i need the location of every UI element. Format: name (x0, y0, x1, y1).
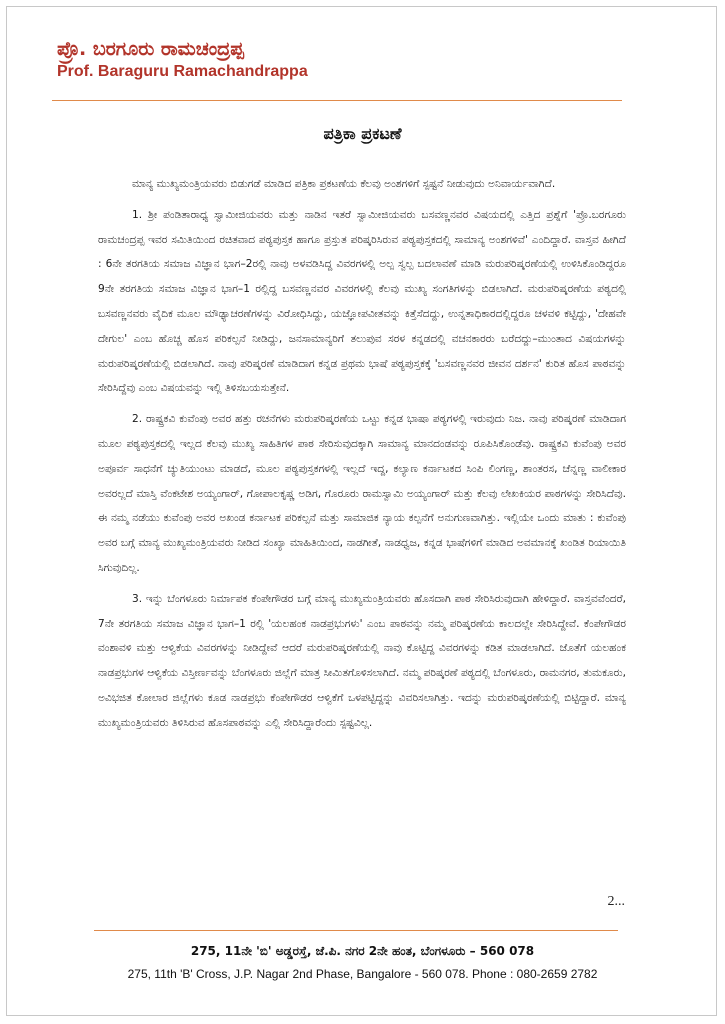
intro-paragraph: ಮಾನ್ಯ ಮುಖ್ಯಮಂತ್ರಿಯವರು ಬಿಡುಗಡೆ ಮಾಡಿದ ಪತ್ರಿಕಾ ಪ್ರಕಟಣೆಯ ಕೆಲವು ಅಂಶಗಳಿಗೆ ಸ್ಪಷ್ಟನೆ ನೀಡುವುದು ಅನಿವಾರ್ಯವಾಗಿದೆ. (132, 178, 556, 190)
footer-divider (94, 930, 618, 931)
letterhead-divider (52, 100, 622, 101)
footer (0, 940, 725, 986)
point-1-paragraph: 1. ಶ್ರೀ ಪಂಡಿತಾರಾಧ್ಯ ಸ್ವಾಮೀಜಿಯವರು ಮತ್ತು ನಾಡಿನ ಇತರೆ ಸ್ವಾಮೀಜಿಯವರು ಬಸವಣ್ಣನವರ ವಿಷಯದಲ್ಲಿ ಎತ್ತಿದ ಪ್ರಶ್ನೆಗೆ 'ಪ್ರೊ.ಬರಗೂರು ರಾಮಚಂದ್ರಪ್ಪ ಇವರ ಸಮಿತಿಯಿಂದ ರಚಿತವಾದ ಪಠ್ಯಪುಸ್ತಕ ಹಾಗೂ ಪ್ರಸ್ತುತ ಪರಿಷ್ಕರಿಸಿರುವ ಪಠ್ಯಪುಸ್ತಕದಲ್ಲಿ ಸಾಮಾನ್ಯ ಅಂಶಗಳಿವೆ' ಎಂದಿದ್ದಾರೆ. ವಾಸ್ತವ ಹೀಗಿದೆ : 6ನೇ ತರಗತಿಯ ಸಮಾಜ ವಿಜ್ಞಾನ ಭಾಗ–2ರಲ್ಲಿ ನಾವು ಅಳವಡಿಸಿದ್ದ ವಿವರಗಳಲ್ಲಿ ಅಲ್ಪ ಸ್ವಲ್ಪ ಬದಲಾವಣೆ ಮಾಡಿ ಮರುಪರಿಷ್ಕರಣೆಯಲ್ಲಿ ಉಳಿಸಿಕೊಂಡಿದ್ದರೂ 9ನೇ ತರಗತಿಯ ಸಮಾಜ ವಿಜ್ಞಾನ ಭಾಗ–1 ರಲ್ಲಿದ್ದ ಬಸವಣ್ಣನವರ ವಿವರಗಳಲ್ಲಿ ಕೆಲವು ಮುಖ್ಯ ಸಂಗತಿಗಳನ್ನು ಬಿಡಲಾಗಿದೆ. ಮರುಪರಿಷ್ಕರಣೆಯ ಪಠ್ಯದಲ್ಲಿ ಬಸವಣ್ಣನವರು ವೈದಿಕ ಮೂಲ ಮೌಢ್ಯಾಚರಣೆಗಳನ್ನು ವಿರೋಧಿಸಿದ್ದು, ಯಜ್ಞೋಪವೀತವನ್ನು ಕಿತ್ತೆಸೆದದ್ದು, ಉನ್ನತಾಧಿಕಾರದಲ್ಲಿದ್ದರೂ ಚಳವಳಿ ಕಟ್ಟಿದ್ದು, 'ದೇಹವೇ ದೇಗುಲ' ಎಂಬ ಹೊಚ್ಚ ಹೊಸ ಪರಿಕಲ್ಪನೆ ನೀಡಿದ್ದು, ಜನಸಾಮಾನ್ಯರಿಗೆ ತಲುಪುವ ಸರಳ ಕನ್ನಡದಲ್ಲಿ ವಚನಕಾರರು ಬರೆದದ್ದು–ಮುಂತಾದ ವಿಷಯಗಳನ್ನು ಮರುಪರಿಷ್ಕರಣೆಯಲ್ಲಿ ಬಿಡಲಾಗಿದೆ. ನಾವು ಪರಿಷ್ಕರಣೆ ಮಾಡಿದಾಗ ಕನ್ನಡ ಪ್ರಥಮ ಭಾಷೆ ಪಠ್ಯಪುಸ್ತಕಕ್ಕೆ 'ಬಸವಣ್ಣನವರ ಜೀವನ ದರ್ಶನ' ಕುರಿತ ಹೊಸ ಪಾಠವನ್ನು ಸೇರಿಸಿದ್ದೆವು ಎಂಬ ವಿಷಯವನ್ನು ಇಲ್ಲಿ ತಿಳಿಸಬಯಸುತ್ತೇನೆ. (98, 208, 626, 395)
point-2-paragraph: 2. ರಾಷ್ಟ್ರಕವಿ ಕುವೆಂಪು ಅವರ ಹತ್ತು ರಚನೆಗಳು ಮರುಪರಿಷ್ಕರಣೆಯ ಒಟ್ಟು ಕನ್ನಡ ಭಾಷಾ ಪಠ್ಯಗಳಲ್ಲಿ ಇರುವುದು ನಿಜ. ನಾವು ಪರಿಷ್ಕರಣೆ ಮಾಡಿದಾಗ ಮೂಲ ಪಠ್ಯಪುಸ್ತಕದಲ್ಲಿ ಇಲ್ಲದ ಕೆಲವು ಮುಖ್ಯ ಸಾಹಿತಿಗಳ ಪಾಠ ಸೇರಿಸುವುದಕ್ಕಾಗಿ ಸಾಮಾನ್ಯ ಮಾನದಂಡವನ್ನು ರೂಪಿಸಿಕೊಂಡೆವು. ರಾಷ್ಟ್ರಕವಿ ಕುವೆಂಪು ಅವರ ಅಪೂರ್ವ ಸಾಧನೆಗೆ ಚ್ಯುತಿಯುಂಟು ಮಾಡದೆ, ಮೂಲ ಪಠ್ಯಪುಸ್ತಕಗಳಲ್ಲಿ ಇಲ್ಲದೆ ಇದ್ದ, ಕಲ್ಯಾಣ ಕರ್ನಾಟಕದ ಸಿಂಪಿ ಲಿಂಗಣ್ಣ, ಶಾಂತರಸ, ಚೆನ್ನಣ್ಣ ವಾಲೀಕಾರ ಅವರಲ್ಲದೆ ಮಾಸ್ತಿ ವೆಂಕಟೇಶ ಅಯ್ಯಂಗಾರ್, ಗೋಪಾಲಕೃಷ್ಣ ಅಡಿಗ, ಗೊರೂರು ರಾಮಸ್ವಾಮಿ ಅಯ್ಯಂಗಾರ್ ಮತ್ತು ಕೆಲವು ಲೇಖಕಿಯರ ಪಾಠಗಳನ್ನು ಸೇರಿಸಿದೆವು. ಈ ನಮ್ಮ ನಡೆಯು ಕುವೆಂಪು ಅವರ ಅಖಂಡ ಕರ್ನಾಟಕ ಪರಿಕಲ್ಪನೆ ಮತ್ತು ಸಾಮಾಜಿಕ ನ್ಯಾಯ ಕಲ್ಪನೆಗೆ ಅನುಗುಣವಾಗಿತ್ತು. ಇಲ್ಲಿಯೇ ಒಂದು ಮಾತು : ಕುವೆಂಪು ಅವರ ಬಗ್ಗೆ ಮಾನ್ಯ ಮುಖ್ಯಮಂತ್ರಿಯವರು ನೀಡಿದ ಸಂಖ್ಯಾ ಮಾಹಿತಿಯಿಂದ, ನಾಡಗೀತೆ, ನಾಡಧ್ವಜ, ಕನ್ನಡ ಭಾಷೆಗಳಿಗೆ ಮಾಡಿದ ಅವಮಾನಕ್ಕೆ ಖಂಡಿತ ರಿಯಾಯಿತಿ ಸಿಗುವುದಿಲ್ಲ. (98, 413, 626, 574)
page-continuation: 2... (607, 894, 625, 909)
document-title: ಪತ್ರಿಕಾ ಪ್ರಕಟಣೆ (323, 124, 402, 143)
document-body (98, 172, 626, 742)
letterhead (57, 36, 308, 82)
letterhead-name-kannada: ಪ್ರೊ. ಬರಗೂರು ರಾಮಚಂದ್ರಪ್ಪ (57, 38, 244, 60)
point-3-paragraph: 3. ಇನ್ನು ಬೆಂಗಳೂರು ನಿರ್ಮಾಪಕ ಕೆಂಪೇಗೌಡರ ಬಗ್ಗೆ ಮಾನ್ಯ ಮುಖ್ಯಮಂತ್ರಿಯವರು ಹೊಸದಾಗಿ ಪಾಠ ಸೇರಿಸಿರುವುದಾಗಿ ಹೇಳಿದ್ದಾರೆ. ವಾಸ್ತವವೆಂದರೆ, 7ನೇ ತರಗತಿಯ ಸಮಾಜ ವಿಜ್ಞಾನ ಭಾಗ–1 ರಲ್ಲಿ 'ಯಲಹಂಕ ನಾಡಪ್ರಭುಗಳು' ಎಂಬ ಪಾಠವನ್ನು ನಮ್ಮ ಪರಿಷ್ಕರಣೆಯ ಕಾಲದಲ್ಲೇ ಸೇರಿಸಿದ್ದೇವೆ. ಕೆಂಪೇಗೌಡರ ವಂಶಾವಳಿ ಮತ್ತು ಆಳ್ವಿಕೆಯ ವಿವರಗಳನ್ನು ನೀಡಿದ್ದೇವೆ ಆದರೆ ಮರುಪರಿಷ್ಕರಣೆಯಲ್ಲಿ ನಾವು ಕೊಟ್ಟಿದ್ದ ವಿವರಗಳನ್ನು ಕಡಿತ ಮಾಡಲಾಗಿದೆ. ಜೊತೆಗೆ ಯಲಹಂಕ ನಾಡಪ್ರಭುಗಳ ಆಳ್ವಿಕೆಯ ವಿಸ್ತೀರ್ಣವನ್ನು ಬೆಂಗಳೂರು ಜಿಲ್ಲೆಗೆ ಮಾತ್ರ ಸೀಮಿತಗೊಳಿಸಲಾಗಿದೆ. ನಮ್ಮ ಪರಿಷ್ಕರಣೆ ಪಠ್ಯದಲ್ಲಿ ಬೆಂಗಳೂರು, ರಾಮನಗರ, ತುಮಕೂರು, ಅವಿಭಜಿತ ಕೋಲಾರ ಜಿಲ್ಲೆಗಳು ಕೂಡ ನಾಡಪ್ರಭು ಕೆಂಪೇಗೌಡರ ಆಳ್ವಿಕೆಗೆ ಒಳಪಟ್ಟಿದ್ದನ್ನು ವಿವರಿಸಲಾಗಿತ್ತು. ಇದನ್ನು ಮರುಪರಿಷ್ಕರಣೆಯಲ್ಲಿ ಬಿಟ್ಟಿದ್ದಾರೆ. ಮಾನ್ಯ ಮುಖ್ಯಮಂತ್ರಿಯವರು ತಿಳಿಸಿರುವ ಹೊಸಪಾಠವನ್ನು ಎಲ್ಲಿ ಸೇರಿಸಿದ್ದಾರೆಂದು ಸ್ಪಷ್ಟವಿಲ್ಲ. (98, 592, 626, 729)
letterhead-name-english: Prof. Baraguru Ramachandrappa (57, 63, 308, 80)
footer-address-kannada: 275, 11ನೇ 'ಬಿ' ಅಡ್ಡರಸ್ತೆ, ಜೆ.ಪಿ. ನಗರ 2ನೇ ಹಂತ, ಬೆಂಗಳೂರು – 560 078 (190, 944, 535, 958)
footer-address-english: 275, 11th 'B' Cross, J.P. Nagar 2nd Phase, Bangalore - 560 078. Phone : 080-2659 2782 (127, 967, 598, 981)
